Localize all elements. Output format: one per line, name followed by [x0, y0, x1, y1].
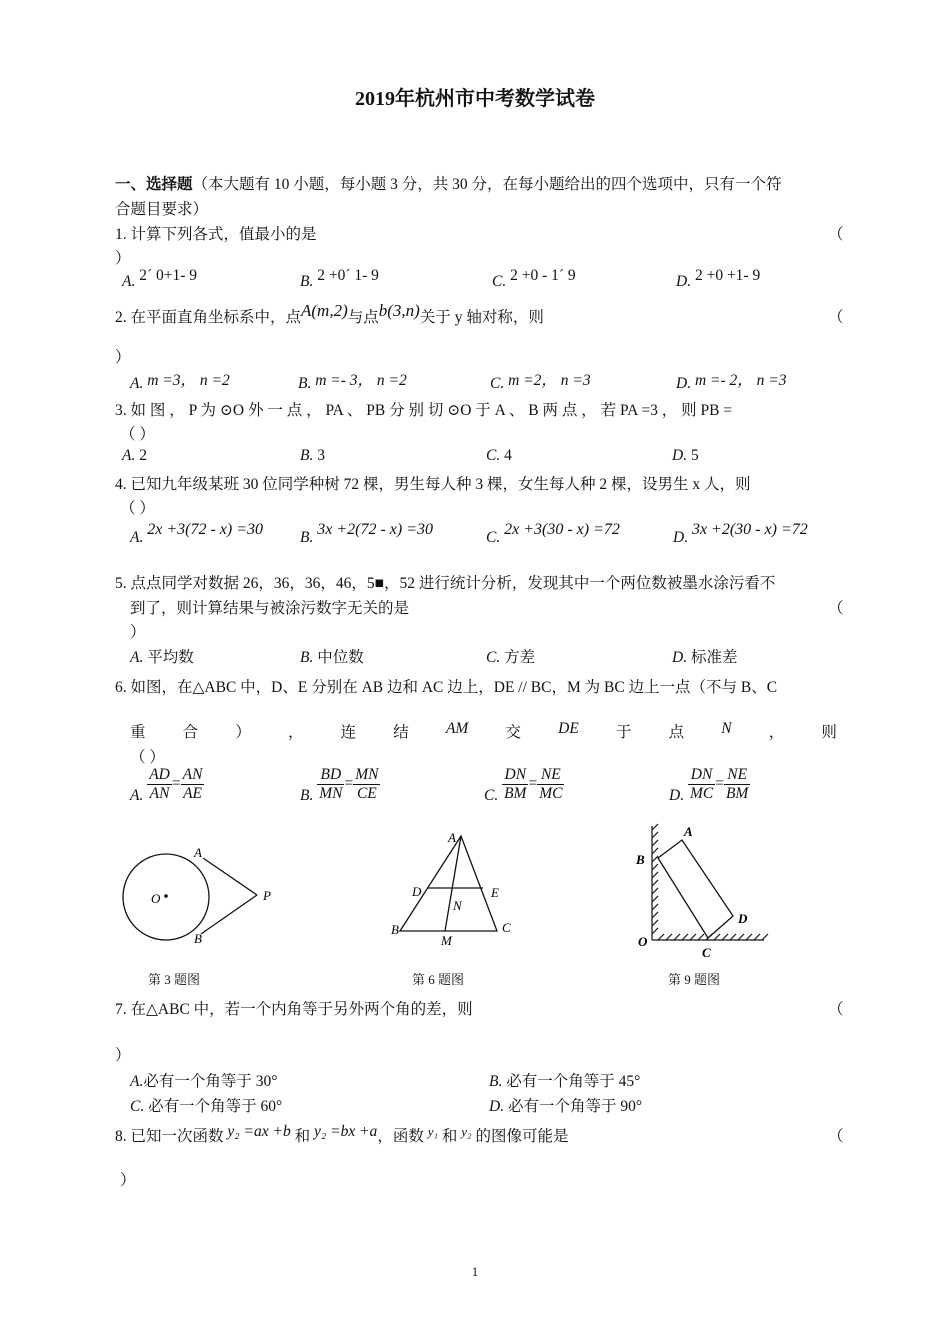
q8-paren-open: （: [828, 1128, 844, 1145]
label-d: D: [412, 884, 422, 899]
page-number: 1: [471, 1264, 479, 1279]
q4-option-a: A. 2x +3(72 - x) =30: [130, 521, 263, 546]
q5-paren-open: （: [828, 600, 844, 617]
label-c: C: [702, 945, 711, 960]
rectangle-abcd: [658, 840, 733, 938]
label-e: E: [491, 885, 499, 900]
q4-option-d: D. 3x +2(30 - x) =72: [673, 521, 808, 546]
q4-option-c: C. 2x +3(30 - x) =72: [486, 521, 620, 546]
label-c: C: [502, 920, 511, 935]
wall-hatching: [652, 824, 658, 940]
figure-9-caption: 第 9 题图: [668, 972, 721, 987]
q1-option-a: A. 2´ 0+1- 9: [122, 267, 198, 290]
q7-option-b: B. 必有一个角等于 45°: [489, 1073, 641, 1090]
label-a: A: [194, 845, 202, 860]
q7-option-a: A.必有一个角等于 30°: [130, 1073, 278, 1090]
q6-option-c: C. $\frac{DN}{BM}$ = $\frac{NE}{MC}$: [484, 766, 563, 804]
center-dot: [164, 894, 168, 898]
q6-line-2: 重 合 ） ， 连 结 AM 交 DE 于 点 N ， 则: [130, 720, 837, 741]
q4-line-1: 4. 已知九年级某班 30 位同学种树 72 棵，男生每人种 3 棵，女生每人种 2 棵，设男生 x 人，则: [115, 476, 751, 493]
figure-6: [385, 826, 520, 951]
q3-option-a: A. 2: [122, 447, 147, 464]
q3-option-b: B. 3: [300, 447, 325, 464]
label-d: D: [738, 911, 748, 926]
q2-stem: 2. 在平面直角坐标系中，点A(m,2)与点b(3,n)关于 y 轴对称，则: [115, 301, 544, 326]
segment-am: [445, 836, 461, 931]
q7-stem: 7. 在△ABC 中，若一个内角等于另外两个角的差，则: [115, 1001, 473, 1018]
q7-paren-open: （: [828, 1001, 844, 1018]
figure-3: [115, 835, 285, 955]
q1-option-b: B. 2 +0´ 1- 9: [300, 267, 379, 290]
q5-line-2: 到了，则计算结果与被涂污数字无关的是: [130, 600, 410, 617]
q4-option-b: B. 3x +2(72 - x) =30: [300, 521, 433, 546]
label-m: M: [441, 933, 452, 948]
q5-option-b: B. 中位数: [300, 649, 364, 666]
section-desc-2: 合题目要求）: [115, 201, 209, 218]
q7-option-c: C. 必有一个角等于 60°: [130, 1098, 283, 1115]
figure-3-caption: 第 3 题图: [148, 972, 201, 987]
label-p: P: [263, 888, 271, 903]
q2-option-d: D. m =- 2， n =3: [676, 372, 787, 392]
label-b: B: [391, 922, 399, 937]
q7-option-d: D. 必有一个角等于 90°: [489, 1098, 643, 1115]
label-o: O: [151, 891, 161, 906]
q5-paren-close: ）: [130, 624, 146, 641]
q1-option-d: D. 2 +0 +1- 9: [676, 267, 761, 290]
q2-paren-open: （: [828, 309, 844, 326]
page-title: 2019年杭州市中考数学试卷: [355, 88, 595, 110]
q4-line-2: （ ）: [120, 500, 155, 517]
q3-option-c: C. 4: [486, 447, 512, 464]
q6-option-a: A. $\frac{AD}{AN}$ = $\frac{AN}{AE}$: [130, 766, 203, 804]
q1-stem: 1. 计算下列各式，值最小的是: [115, 226, 317, 243]
q5-option-a: A. 平均数: [130, 649, 194, 666]
q8-stem: 8. 已知一次函数 y₂ =ax +b 和 y₂ =bx +a，函数 $^{y_1}$ 和 $^{y_2}$ 的图像可能是: [115, 1123, 569, 1145]
q3-option-d: D. 5: [672, 447, 699, 464]
q1-option-c: C. 2 +0 - 1´ 9: [492, 267, 576, 290]
q5-line-1: 5. 点点同学对数据 26，36，36，46，5■，52 进行统计分析，发现其中一个两位数被墨水涂污看不: [115, 575, 776, 592]
q7-paren-close: ）: [115, 1047, 131, 1064]
label-a: A: [684, 824, 693, 839]
section-heading: [115, 172, 782, 194]
tangent-pa: [203, 858, 257, 895]
figure-9: [632, 820, 772, 960]
q6-line-1: 6. 如图，在△ABC 中，D、E 分别在 AB 边和 AC 边上，DE // BC，M 为 BC 边上一点（不与 B、C: [115, 679, 778, 696]
q2-option-b: B. m =- 3， n =2: [298, 372, 407, 392]
q8-paren-close: ）: [120, 1172, 136, 1189]
label-n: N: [453, 898, 462, 913]
label-b: B: [194, 931, 202, 946]
q6-option-b: B. $\frac{BD}{MN}$ = $\frac{MN}{CE}$: [300, 766, 379, 804]
section-label: 一、选择题: [115, 176, 193, 193]
q2-paren-close: ）: [115, 349, 131, 366]
label-b: B: [636, 852, 645, 867]
q2-option-c: C. m =2， n =3: [490, 372, 591, 392]
figure-6-caption: 第 6 题图: [412, 972, 465, 987]
label-a: A: [448, 830, 456, 845]
q3-line-1: 3. 如 图 ， P 为 ⊙O 外 一 点 ， PA 、 PB 分 别 切 ⊙O 于 A 、 B 两 点 ， 若 PA =3 ， 则 PB =: [115, 402, 733, 419]
q3-line-2: （ ）: [120, 426, 155, 443]
q6-line-3: （ ）: [130, 749, 165, 766]
label-o: O: [638, 934, 648, 949]
q5-option-c: C. 方差: [486, 649, 536, 666]
q1-paren-close: ）: [115, 250, 131, 267]
section-desc-1: （本大题有 10 小题，每小题 3 分，共 30 分，在每小题给出的四个选项中，只有一个符: [192, 176, 782, 193]
q2-option-a: A. m =3， n =2: [130, 372, 230, 392]
q5-option-d: D. 标准差: [672, 649, 738, 666]
q6-option-d: D. $\frac{DN}{MC}$ = $\frac{NE}{BM}$: [669, 766, 749, 804]
q1-paren-open: （: [828, 226, 844, 243]
